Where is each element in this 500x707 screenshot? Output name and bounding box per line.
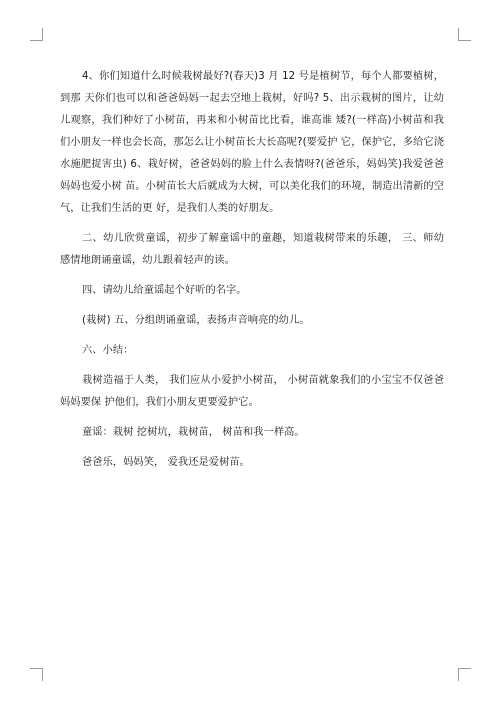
- crop-mark-bottom-left: [30, 668, 43, 681]
- crop-mark-top-right: [458, 28, 471, 41]
- paragraph-name-rhyme: 四、请幼儿给童谣起个好听的名字。: [82, 285, 247, 296]
- crop-mark-bottom-right: [458, 668, 471, 681]
- document-body: [60, 66, 444, 482]
- paragraph-summary: 栽树造福于人类， 我们应从小爱护小树苗， 小树苗就象我们的小宝宝不仅爸爸妈妈要保 护他们，我们小朋友更要爱护它。: [60, 375, 444, 408]
- paragraph-summary-heading: 六、小结：: [82, 345, 134, 356]
- paragraph-rhyme-line-2: 爸爸乐，妈妈笑， 爱我还是爱树苗。: [82, 457, 250, 468]
- paragraph-group-recital: (栽树) 五、分组朗诵童谣，表扬声音响亮的幼儿。: [82, 315, 310, 326]
- paragraph-rhyme-line-1: 童谣：栽树 挖树坑，栽树苗， 树苗和我一样高。: [82, 427, 305, 438]
- crop-mark-top-left: [30, 28, 43, 41]
- paragraph-appreciate-rhyme: 二、幼儿欣赏童谣，初步了解童谣中的童趣，知道栽树带来的乐趣， 三、师幼感情地朗诵童谣，幼儿跟着轻声的读。: [60, 233, 444, 266]
- paragraph-activity-steps: 4、你们知道什么时候栽树最好?(春天)3 月 12 号是植树节，每个人都要植树，到那 天你们也可以和爸爸妈妈一起去空地上栽树，好吗? 5、出示栽树的图片，让幼儿观察，我们种好了小树苗，再来和小树苗比比看，谁高谁 矮?(一样高)小树苗和我们小朋友一样也会长高，那怎么让小树苗长大长高呢?(要爱护 它，保护它，多给它浇水施肥捉害虫) 6、栽好树，爸爸妈妈的脸上什么表情呀?(爸爸乐，妈妈笑)我爱爸爸妈妈也爱小树 苗。小树苗长大后就成为大树，可以美化我们的环境，制造出清新的空气，让我们生活的更 好，是我们人类的好朋友。: [60, 71, 444, 214]
